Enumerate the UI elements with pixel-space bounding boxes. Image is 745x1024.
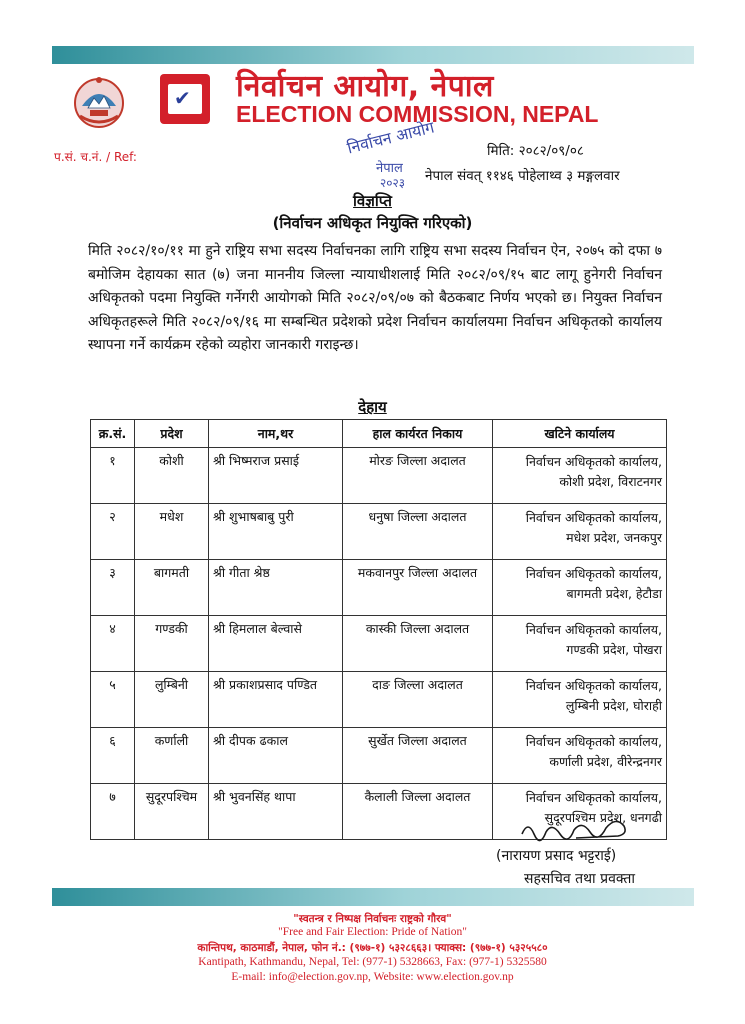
- cell-serial: २: [91, 504, 135, 560]
- election-commission-logo: [160, 74, 210, 124]
- cell-name: श्री हिमलाल बेल्वासे: [209, 616, 343, 672]
- cell-province: कर्णाली: [135, 728, 209, 784]
- list-heading: [0, 397, 745, 417]
- ballot-check-icon: ✔: [174, 86, 191, 110]
- office-line1: निर्वाचन अधिकृतको कार्यालय,: [525, 790, 662, 805]
- table-row: [91, 672, 667, 728]
- list-heading-text: देहाय: [358, 398, 387, 416]
- footer-slogan-english: "Free and Fair Election: Pride of Nation": [278, 926, 467, 938]
- cell-current-office: दाङ जिल्ला अदालत: [343, 672, 493, 728]
- cell-assigned-office: [493, 504, 667, 560]
- cell-current-office: मोरङ जिल्ला अदालत: [343, 448, 493, 504]
- table-row: [91, 448, 667, 504]
- table-row: [91, 560, 667, 616]
- cell-serial: ६: [91, 728, 135, 784]
- cell-current-office: कैलाली जिल्ला अदालत: [343, 784, 493, 840]
- header-name: नाम,थर: [209, 420, 343, 448]
- cell-name: श्री भिष्मराज प्रसाई: [209, 448, 343, 504]
- header-band: [52, 46, 694, 64]
- cell-name: श्री दीपक ढकाल: [209, 728, 343, 784]
- cell-province: बागमती: [135, 560, 209, 616]
- notice-title-text: विज्ञप्ति: [353, 192, 392, 210]
- table-row: [91, 504, 667, 560]
- appointment-table: [90, 419, 667, 840]
- office-line2: कोशी प्रदेश, विराटनगर: [559, 474, 662, 489]
- office-line1: निर्वाचन अधिकृतको कार्यालय,: [525, 510, 662, 525]
- office-line2: लुम्बिनी प्रदेश, घोराही: [565, 698, 662, 713]
- header-serial: क्र.सं.: [91, 420, 135, 448]
- cell-name: श्री शुभाषबाबु पुरी: [209, 504, 343, 560]
- cell-assigned-office: [493, 616, 667, 672]
- cell-province: गण्डकी: [135, 616, 209, 672]
- cell-current-office: सुर्खेत जिल्ला अदालत: [343, 728, 493, 784]
- cell-assigned-office: [493, 448, 667, 504]
- office-line2: गण्डकी प्रदेश, पोखरा: [566, 642, 662, 657]
- office-line1: निर्वाचन अधिकृतको कार्यालय,: [525, 678, 662, 693]
- footer-band: [52, 888, 694, 906]
- nepal-sambat-date: नेपाल संवत् ११४६ पोहेलाथ्व ३ मङ्गलवार: [425, 168, 620, 184]
- cell-name: श्री भुवनसिंह थापा: [209, 784, 343, 840]
- header-assigned-office: खटिने कार्यालय: [493, 420, 667, 448]
- table-row: [91, 728, 667, 784]
- date-line: मिति: २०८२/०९/०८: [487, 143, 584, 159]
- cell-province: लुम्बिनी: [135, 672, 209, 728]
- notice-title: [0, 191, 745, 211]
- org-name-english: ELECTION COMMISSION, NEPAL: [236, 101, 599, 127]
- cell-current-office: कास्की जिल्ला अदालत: [343, 616, 493, 672]
- cell-serial: १: [91, 448, 135, 504]
- cell-serial: ३: [91, 560, 135, 616]
- footer-contact: E-mail: info@election.gov.np, Website: www.election.gov.np: [231, 971, 514, 983]
- notice-subtitle: (निर्वाचन अधिकृत नियुक्ति गरिएको): [272, 214, 473, 232]
- cell-assigned-office: [493, 672, 667, 728]
- signer-name: (नारायण प्रसाद भट्टराई): [496, 848, 617, 864]
- header-province: प्रदेश: [135, 420, 209, 448]
- cell-current-office: धनुषा जिल्ला अदालत: [343, 504, 493, 560]
- office-line2: बागमती प्रदेश, हेटौडा: [566, 586, 662, 601]
- footer-address-english: Kantipath, Kathmandu, Nepal, Tel: (977-1) 5328663, Fax: (977-1) 5325580: [198, 956, 547, 968]
- cell-serial: ५: [91, 672, 135, 728]
- cell-current-office: मकवानपुर जिल्ला अदालत: [343, 560, 493, 616]
- header-current-office: हाल कार्यरत निकाय: [343, 420, 493, 448]
- cell-province: कोशी: [135, 448, 209, 504]
- cell-assigned-office: [493, 560, 667, 616]
- notice-body: मिति २०८२/१०/११ मा हुने राष्ट्रिय सभा सदस्य निर्वाचनका लागि राष्ट्रिय सभा सदस्य निर्वाचन ऐन, २०७५ को दफा ७ बमोजिम देहायका सात (७) जना माननीय जिल्ला न्यायाधीशलाई मिति २०८२/०९/१५ बाट लागू हुनेगरी निर्वाचन अधिकृतको पदमा नियुक्ति गर्नेगरी आयोगको मिति २०८२/०९/०७ को बैठकबाट निर्णय भएको छ। नियुक्त निर्वाचन अधिकृतहरूले मिति २०८२/०९/१६ मा सम्बन्धित प्रदेशको प्रदेश निर्वाचन कार्यालयमा निर्वाचन अधिकृतको कार्यालय स्थापना गर्ने कार्यक्रम रहेको व्यहोरा जानकारी गराइन्छ।: [88, 243, 662, 353]
- table-header-row: [91, 420, 667, 448]
- reference-number-label: प.सं. च.नं. / Ref:: [54, 150, 137, 164]
- office-line2: सुदूरपश्चिम प्रदेश, धनगढी: [544, 810, 662, 825]
- signer-designation: सहसचिव तथा प्रवक्ता: [524, 871, 635, 887]
- national-emblem-icon: [70, 72, 128, 130]
- office-line2: मधेश प्रदेश, जनकपुर: [566, 530, 662, 545]
- cell-name: श्री गीता श्रेष्ठ: [209, 560, 343, 616]
- cell-serial: ४: [91, 616, 135, 672]
- signature: [516, 812, 636, 846]
- cell-province: सुदूरपश्चिम: [135, 784, 209, 840]
- footer-address-nepali: कान्तिपथ, काठमाडौं, नेपाल, फोन नं.: (९७७-१) ५३२८६६३। फ्याक्स: (९७७-१) ५३२५५८०: [197, 942, 548, 954]
- office-line1: निर्वाचन अधिकृतको कार्यालय,: [525, 734, 662, 749]
- office-line1: निर्वाचन अधिकृतको कार्यालय,: [525, 454, 662, 469]
- footer-slogan-nepali: "स्वतन्त्र र निष्पक्ष निर्वाचनः राष्ट्रको गौरव": [293, 913, 452, 925]
- stamp-text-line3: २०२३: [380, 176, 405, 190]
- stamp-text-line2: नेपाल: [376, 161, 403, 176]
- cell-serial: ७: [91, 784, 135, 840]
- office-line1: निर्वाचन अधिकृतको कार्यालय,: [525, 566, 662, 581]
- office-line1: निर्वाचन अधिकृतको कार्यालय,: [525, 622, 662, 637]
- office-line2: कर्णाली प्रदेश, वीरेन्द्रनगर: [549, 754, 662, 769]
- stamp-text-line1: निर्वाचन आयोग: [345, 117, 437, 158]
- cell-province: मधेश: [135, 504, 209, 560]
- cell-name: श्री प्रकाशप्रसाद पण्डित: [209, 672, 343, 728]
- cell-assigned-office: [493, 728, 667, 784]
- org-name-nepali: निर्वाचन आयोग, नेपाल: [236, 69, 494, 104]
- table-row: [91, 616, 667, 672]
